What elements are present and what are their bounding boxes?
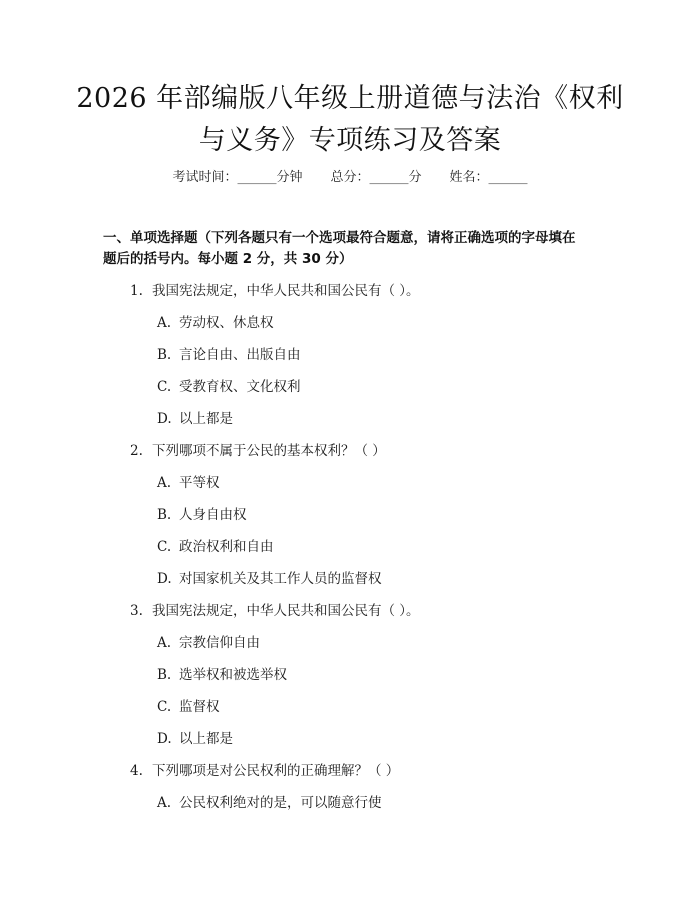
- question-2-option-a: [157, 473, 220, 493]
- option-letter: C.: [157, 539, 172, 555]
- question-3: [130, 601, 420, 621]
- option-text: 宗教信仰自由: [179, 635, 260, 651]
- question-1: [130, 281, 420, 301]
- document-title-line-2: 与义务》专项练习及答案: [198, 125, 502, 156]
- option-letter: B.: [157, 347, 172, 363]
- option-letter: D.: [157, 731, 172, 747]
- option-text: 劳动权、休息权: [179, 315, 274, 331]
- option-text: 人身自由权: [179, 507, 247, 523]
- exam-info: [0, 168, 700, 188]
- question-2-option-b: [157, 505, 247, 525]
- option-letter: B.: [157, 507, 172, 523]
- question-1-option-b: [157, 345, 301, 365]
- option-text: 政治权利和自由: [179, 539, 274, 555]
- question-1-option-c: [157, 377, 301, 397]
- question-3-option-a: [157, 633, 260, 653]
- option-letter: D.: [157, 411, 172, 427]
- option-text: 平等权: [179, 475, 220, 491]
- question-number: 2.: [130, 443, 143, 459]
- option-text: 受教育权、文化权利: [179, 379, 301, 395]
- student-name: 姓名：______: [449, 170, 528, 185]
- question-4-option-a: [157, 793, 382, 813]
- option-text: 公民权利绝对的是，可以随意行使: [179, 795, 382, 811]
- question-text: 下列哪项是对公民权利的正确理解？（ ）: [152, 763, 400, 779]
- question-3-option-d: [157, 729, 233, 749]
- question-1-option-d: [157, 409, 233, 429]
- option-text: 对国家机关及其工作人员的监督权: [179, 571, 382, 587]
- question-3-option-b: [157, 665, 287, 685]
- question-number: 1.: [130, 283, 143, 299]
- option-letter: D.: [157, 571, 172, 587]
- option-letter: A.: [157, 475, 172, 491]
- question-2-option-d: [157, 569, 382, 589]
- document-title-line-1: 2026 年部编版八年级上册道德与法治《权利: [76, 83, 624, 114]
- section-heading-line-2: 题后的括号内。每小题 2 分，共 30 分）: [103, 251, 353, 267]
- section-heading-line-1: 一、单项选择题（下列各题只有一个选项最符合题意，请将正确选项的字母填在: [103, 230, 576, 246]
- question-1-option-a: [157, 313, 274, 333]
- option-text: 选举权和被选举权: [179, 667, 287, 683]
- question-2-option-c: [157, 537, 274, 557]
- option-letter: B.: [157, 667, 172, 683]
- option-text: 监督权: [179, 699, 220, 715]
- question-text: 我国宪法规定，中华人民共和国公民有（ ）。: [152, 283, 420, 299]
- option-letter: C.: [157, 379, 172, 395]
- option-letter: C.: [157, 699, 172, 715]
- option-text: 以上都是: [179, 411, 233, 427]
- question-number: 4.: [130, 763, 143, 779]
- question-2: [130, 441, 386, 461]
- option-letter: A.: [157, 795, 172, 811]
- question-number: 3.: [130, 603, 143, 619]
- question-text: 我国宪法规定，中华人民共和国公民有（ ）。: [152, 603, 420, 619]
- exam-score: 总分：______分: [330, 170, 422, 185]
- option-letter: A.: [157, 315, 172, 331]
- question-3-option-c: [157, 697, 220, 717]
- question-text: 下列哪项不属于公民的基本权利？（ ）: [152, 443, 386, 459]
- option-letter: A.: [157, 635, 172, 651]
- option-text: 以上都是: [179, 731, 233, 747]
- question-4: [130, 761, 399, 781]
- exam-time: 考试时间：______分钟: [172, 170, 303, 185]
- option-text: 言论自由、出版自由: [179, 347, 301, 363]
